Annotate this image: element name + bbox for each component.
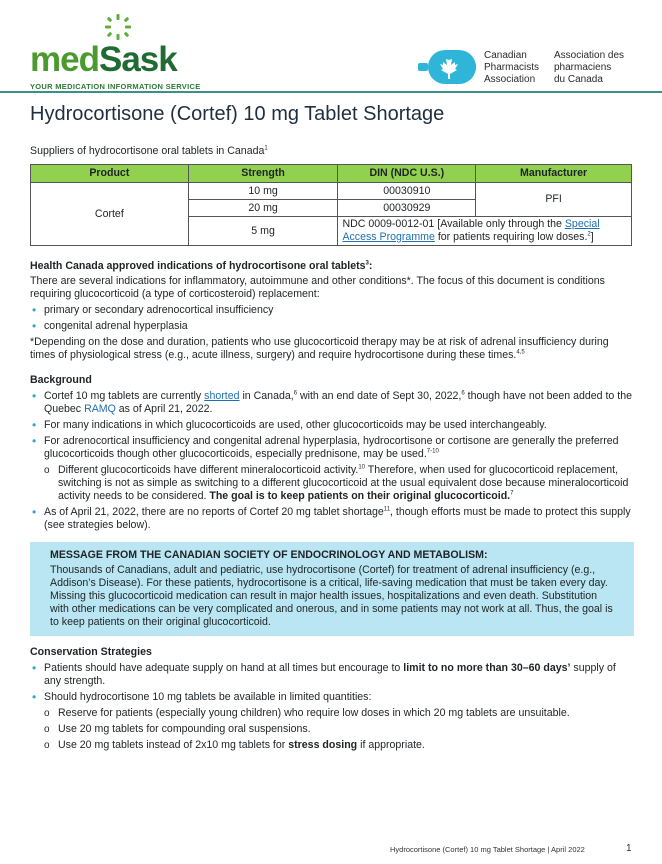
logo-wordmark: medSask bbox=[30, 40, 177, 79]
csem-message-box bbox=[30, 542, 634, 636]
strength-cell: 5 mg bbox=[188, 217, 338, 246]
table-header-cell: Strength bbox=[188, 165, 338, 183]
conservation-heading: Conservation Strategies bbox=[30, 646, 152, 658]
list-item: • As of April 21, 2022, there are no reports of Cortef 20 mg tablet shortage$^{11}$, though efforts must be made to protect this supply (see strategies below). bbox=[30, 506, 634, 532]
list-item: o Use 20 mg tablets for compounding oral suspensions. bbox=[30, 723, 634, 736]
strength-cell: 20 mg bbox=[188, 200, 338, 217]
din-cell: 00030910 bbox=[338, 183, 476, 200]
indications-note: *Depending on the dose and duration, patients who use glucocorticoid therapy may be at risk of adrenal insufficiency during times of physiological stress (e.g., acute illness, surgery) and require hydrocortisone during these times.$^{4,5}$ bbox=[30, 336, 609, 361]
maple-leaf-icon bbox=[418, 50, 476, 84]
product-cell: Cortef bbox=[31, 183, 189, 246]
list-item: • Cortef 10 mg tablets are currently shorted in Canada,$^6$ with an end date of Sept 30, 2022,$^6$ though have not been added to the Quebec RAMQ as of April 21, 2022. bbox=[30, 390, 634, 416]
din-cell: NDC 0009-0012-01 [Available only through the Special Access Programme for patients requiring low doses.$^2$] bbox=[338, 217, 632, 246]
background-heading: Background bbox=[30, 374, 92, 386]
list-item: o Different glucocorticoids have different mineralocorticoid activity.$^{10}$ Therefore, when used for glucocorticoid replacement, switching is not as simple as switching to a different glucocorticoid at the usual equivalent dose because mineralocorticoid activity needs to be considered. The goal is to keep patients on their original glucocorticoid.$^7$ bbox=[30, 464, 634, 503]
strength-cell: 10 mg bbox=[188, 183, 338, 200]
list-item: • primary or secondary adrenocortical insufficiency bbox=[30, 304, 634, 317]
table-header-row bbox=[31, 165, 632, 183]
ramq-link[interactable]: RAMQ bbox=[84, 403, 116, 415]
message-heading: MESSAGE FROM THE CANADIAN SOCIETY OF ENDOCRINOLOGY AND METABOLISM: bbox=[50, 549, 488, 561]
list-item: • congenital adrenal hyperplasia bbox=[30, 320, 634, 333]
background-list bbox=[30, 390, 634, 532]
list-item: • Patients should have adequate supply on hand at all times but encourage to limit to no more than 30–60 days’ supply of any strength. bbox=[30, 662, 634, 688]
page-title: Hydrocortisone (Cortef) 10 mg Tablet Shortage bbox=[30, 103, 445, 125]
din-cell: 00030929 bbox=[338, 200, 476, 217]
list-item: • For many indications in which glucocorticoids are used, other glucocorticoids may be used interchangeably. bbox=[30, 419, 634, 432]
header-divider bbox=[0, 91, 662, 93]
indications-heading: Health Canada approved indications of hydrocortisone oral tablets$^3$: bbox=[30, 260, 373, 272]
logo-tagline: YOUR MEDICATION INFORMATION SERVICE bbox=[30, 82, 201, 91]
table-header-cell: Product bbox=[31, 165, 189, 183]
page-footer: Hydrocortisone (Cortef) 10 mg Tablet Shortage | April 2022 bbox=[390, 845, 585, 854]
page-header bbox=[0, 0, 662, 92]
list-item: o Use 20 mg tablets instead of 2x10 mg tablets for stress dosing if appropriate. bbox=[30, 739, 634, 752]
list-item: • For adrenocortical insufficiency and congenital adrenal hyperplasia, hydrocortisone or cortisone are generally the preferred glucocorticoids though other glucocorticoids, especially prednisone, may be used.$^{7-10}$ bbox=[30, 435, 634, 461]
special-access-link[interactable]: Special Access Programme bbox=[342, 218, 600, 243]
medsask-logo[interactable] bbox=[30, 14, 201, 91]
association-name-fr: Association des pharmaciens du Canada bbox=[554, 50, 625, 85]
page-number: 1 bbox=[626, 843, 632, 854]
suppliers-caption: Suppliers of hydrocortisone oral tablets in Canada$^1$ bbox=[30, 145, 268, 157]
shorted-link[interactable]: shorted bbox=[204, 390, 240, 402]
table-header-cell: Manufacturer bbox=[476, 165, 632, 183]
list-item: • Should hydrocortisone 10 mg tablets be available in limited quantities: bbox=[30, 691, 634, 704]
conservation-list bbox=[30, 662, 634, 752]
message-body: Thousands of Canadians, adult and pediatric, use hydrocortisone (Cortef) for treatment of adrenal insufficiency (e.g., Addison’s Disease). For these patients, hydrocortisone is a critical, life-saving medication that must be taken every day. Missing this glucocorticoid medication can result in major health issues, hospitalizations and even death. Substitution with other medications can be very complicated and onerous, and in some patients may not work at all. Thus, the goal is to keep patients on their original glucocorticoid. bbox=[50, 564, 613, 628]
indications-list bbox=[30, 304, 634, 333]
suppliers-table bbox=[30, 164, 632, 246]
document-body bbox=[30, 145, 634, 755]
table-row bbox=[31, 183, 632, 200]
sunburst-icon bbox=[105, 14, 131, 40]
indications-intro: There are several indications for inflammatory, autoimmune and other conditions*. The focus of this document is conditions requiring glucocorticoid (a type of corticosteroid) replacement: bbox=[30, 275, 605, 300]
association-name-en: Canadian Pharmacists Association bbox=[484, 50, 540, 85]
table-header-cell: DIN (NDC U.S.) bbox=[338, 165, 476, 183]
manufacturer-cell: PFI bbox=[476, 183, 632, 217]
list-item: o Reserve for patients (especially young children) who require low doses in which 20 mg tablets are unsuitable. bbox=[30, 707, 634, 720]
